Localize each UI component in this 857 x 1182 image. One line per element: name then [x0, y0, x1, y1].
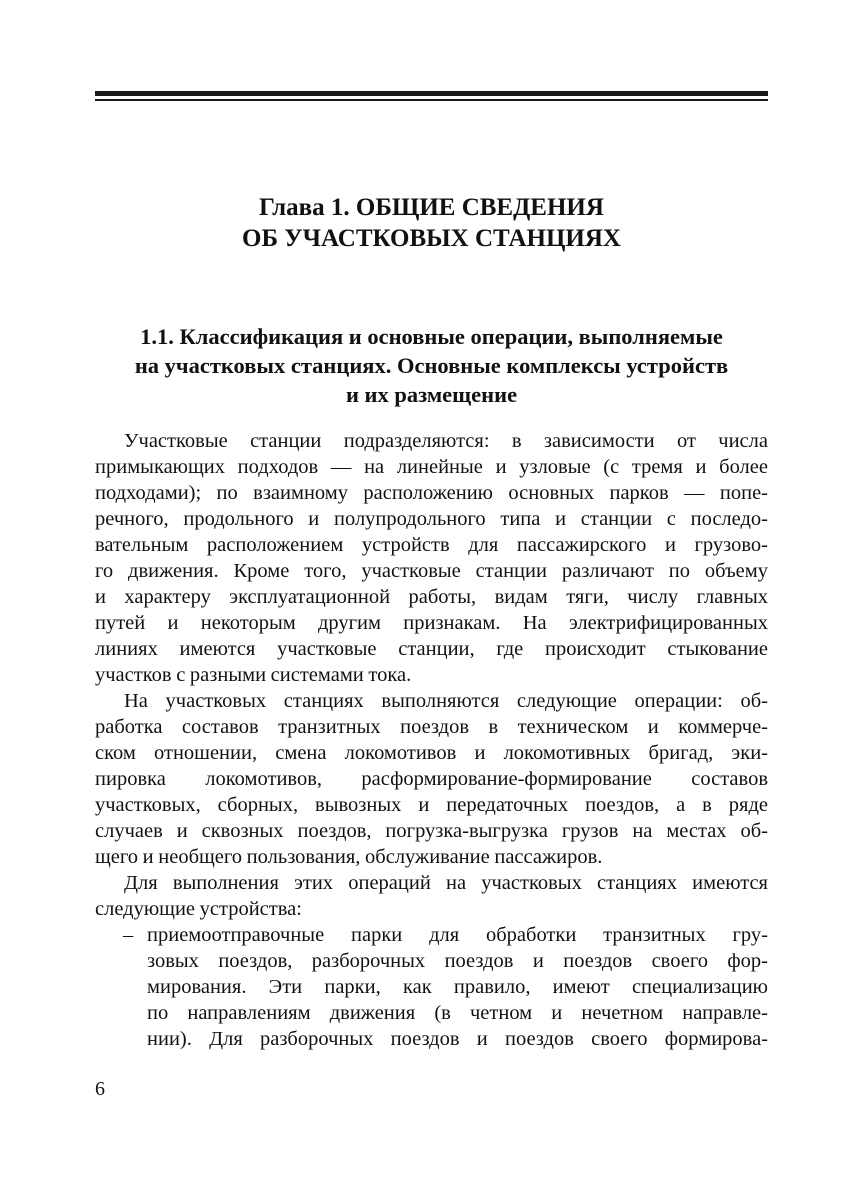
- text-line: участковых, сборных, вывозных и передаточных поездов, а в ряде: [95, 794, 768, 816]
- paragraph-3: [95, 870, 768, 922]
- text-line: случаев и сквозных поездов, погрузка-выгрузка грузов на местах об-: [95, 820, 768, 842]
- chapter-title-line: ОБ УЧАСТКОВЫХ СТАНЦИЯХ: [242, 225, 621, 252]
- text-line: го движения. Кроме того, участковые станции различают по объему: [95, 560, 768, 582]
- header-rule-thick: [95, 91, 768, 96]
- text-line: приемоотправочные парки для обработки транзитных гру-: [147, 924, 768, 946]
- text-line: речного, продольного и полупродольного типа и станции с последо-: [95, 508, 768, 530]
- text-line: Участковые станции подразделяются: в зависимости от числа: [124, 430, 768, 452]
- text-line: участков с разными системами тока.: [95, 664, 412, 686]
- text-line: по направлениям движения (в четном и нечетном направле-: [147, 1002, 768, 1024]
- chapter-title: [95, 192, 768, 254]
- paragraph-2: [95, 688, 768, 870]
- text-line: нии). Для разборочных поездов и поездов своего формирова-: [147, 1028, 768, 1050]
- text-line: ском отношении, смена локомотивов и локомотивных бригад, эки-: [95, 742, 768, 764]
- header-rule-thin: [95, 99, 768, 101]
- section-heading-line: и их размещение: [345, 382, 518, 407]
- section-heading-line: на участковых станциях. Основные комплексы устройств: [134, 353, 729, 378]
- text-line: зовых поездов, разборочных поездов и поездов своего фор-: [147, 950, 768, 972]
- text-line: примыкающих подходов — на линейные и узловые (с тремя и более: [95, 456, 768, 478]
- text-line: На участковых станциях выполняются следующие операции: об-: [124, 690, 768, 712]
- list-dash: –: [123, 924, 134, 946]
- text-line: пировка локомотивов, расформирование-формирование составов: [95, 768, 768, 790]
- body-text: [95, 428, 768, 1052]
- text-line: линиях имеются участковые станции, где происходит стыкование: [95, 638, 768, 660]
- text-line: работка составов транзитных поездов в техническом и коммерче-: [95, 716, 768, 738]
- text-line: подходами); по взаимному расположению основных парков — попе-: [95, 482, 768, 504]
- section-heading-line: 1.1. Классификация и основные операции, выполняемые: [140, 324, 723, 349]
- text-line: Для выполнения этих операций на участковых станциях имеются: [124, 872, 768, 894]
- text-line: мирования. Эти парки, как правило, имеют специализацию: [147, 976, 768, 998]
- text-line: и характеру эксплуатационной работы, видам тяги, числу главных: [95, 586, 768, 608]
- chapter-title-line: Глава 1. ОБЩИЕ СВЕДЕНИЯ: [259, 194, 604, 221]
- text-line: путей и некоторым другим признакам. На электрифицированных: [95, 612, 768, 634]
- section-heading: [95, 322, 768, 409]
- text-line: вательным расположением устройств для пассажирского и грузово-: [95, 534, 768, 556]
- text-line: следующие устройства:: [95, 898, 302, 920]
- text-line: щего и необщего пользования, обслуживание пассажиров.: [95, 846, 603, 868]
- page-number: 6: [95, 1078, 105, 1100]
- list-item: [95, 922, 768, 1052]
- paragraph-1: [95, 428, 768, 688]
